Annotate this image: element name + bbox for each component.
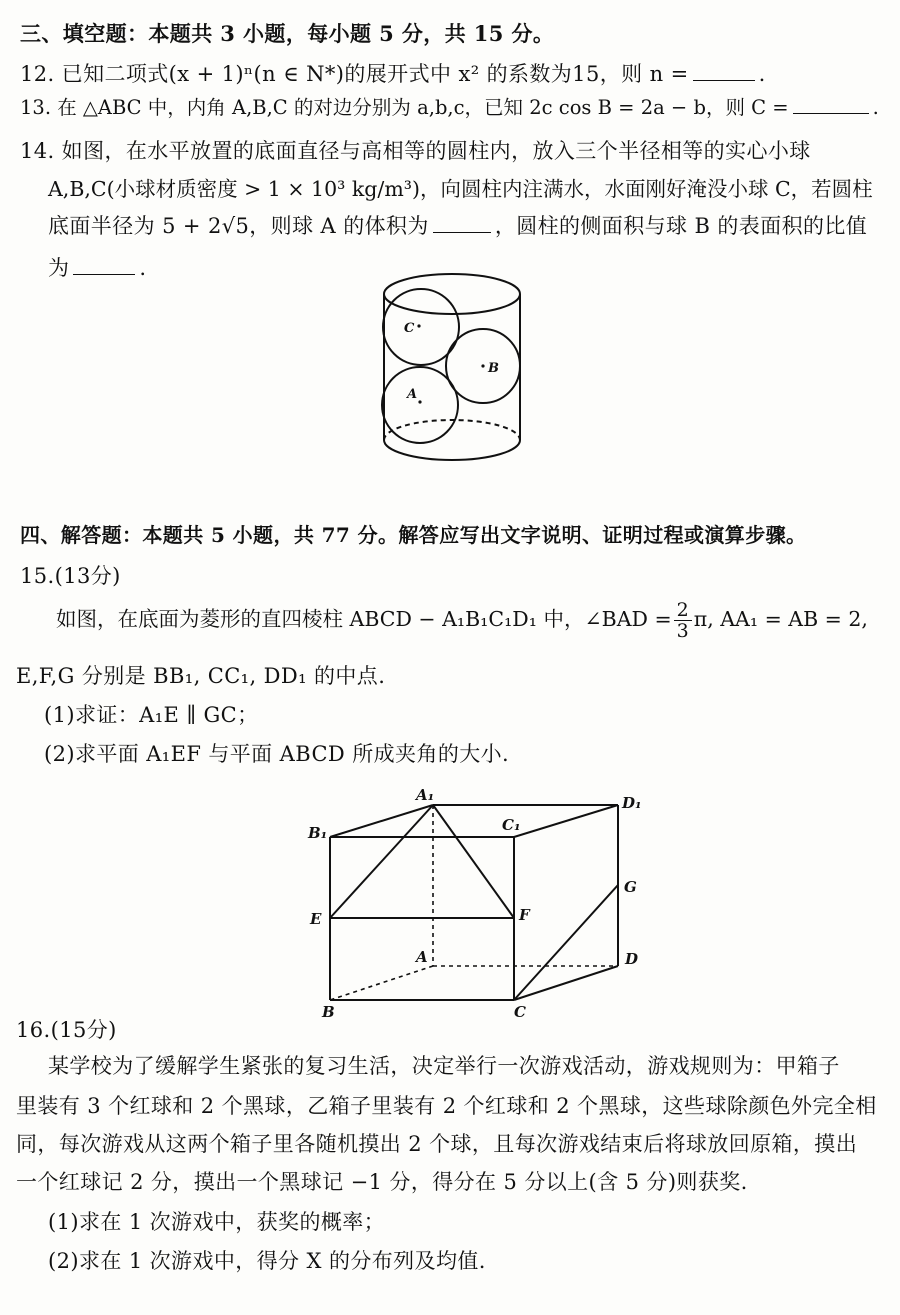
fraction-two-thirds [674,600,692,641]
question-16-number: 16.(15分) [16,1018,117,1042]
question-14-line-1: 14. 如图，在水平放置的底面直径与高相等的圆柱内，放入三个半径相等的实心小球 [20,139,811,163]
fraction-denominator: 3 [676,620,689,642]
answer-blank [693,79,755,81]
label-c: C [404,321,415,336]
cylinder-figure [370,265,540,480]
question-15-line-1a: 如图，在底面为菱形的直四棱柱 ABCD − A₁B₁C₁D₁ 中，∠BAD = [56,607,672,631]
question-14-line-3b: ，圆柱的侧面积与球 B 的表面积的比值 [494,214,868,238]
ball-a [382,367,458,443]
label-f: F [519,906,530,924]
question-16-line-3: 同，每次游戏从这两个箱子里各随机摸出 2 个球，且每次游戏结束后将球放回原箱，摸出 [16,1132,858,1156]
question-15-part-1: (1)求证：A₁E ∥ GC； [44,703,259,727]
answer-blank [73,273,135,275]
question-12-text: 12. 已知二项式(x + 1)ⁿ(n ∈ N*)的展开式中 x² 的系数为15，则 n = [20,62,689,86]
fraction-numerator: 2 [674,600,692,621]
question-14-line-4-text: 为 [48,256,70,280]
question-16-line-4: 一个红球记 2 分，摸出一个黑球记 −1 分，得分在 5 分以上(含 5 分)则获奖. [16,1170,748,1194]
label-b: B [488,361,499,376]
label-c1: C₁ [502,816,521,834]
question-14-line-3 [48,210,867,240]
question-15-number: 15.(13分) [20,564,121,588]
question-14-line-3a: 底面半径为 5 + 2√5，则球 A 的体积为 [48,214,429,238]
question-16-line-2: 里装有 3 个红球和 2 个黑球，乙箱子里装有 2 个红球和 2 个黑球，这些球除颜色外完全相 [16,1094,877,1118]
question-13: 13. 在 △ABC 中，内角 A,B,C 的对边分别为 a,b,c，已知 2c cos B = 2a − b，则 C = . [20,96,879,119]
section-heading-fill-blank: 三、填空题：本题共 3 小题，每小题 5 分，共 15 分。 [20,21,555,46]
prism-figure [300,780,660,1020]
question-13-text: 13. 在 △ABC 中，内角 A,B,C 的对边分别为 a,b,c，已知 2c cos B = 2a − b，则 C = [20,96,789,119]
question-16-part-2: (2)求在 1 次游戏中，得分 X 的分布列及均值. [48,1249,486,1273]
question-15-part-2: (2)求平面 A₁EF 与平面 ABCD 所成夹角的大小. [44,742,510,766]
question-12: 12. 已知二项式(x + 1)ⁿ(n ∈ N*)的展开式中 x² 的系数为15，则 n = . [20,62,766,86]
question-14-line-2: A,B,C(小球材质密度 > 1 × 10³ kg/m³)，向圆柱内注满水，水面刚好淹没小球 C，若圆柱 [48,177,873,201]
answer-blank [793,112,869,114]
label-b: B [322,1003,335,1020]
question-15-line-1 [56,600,868,641]
question-16-line-1: 某学校为了缓解学生紧张的复习生活，决定举行一次游戏活动，游戏规则为：甲箱子 [48,1054,840,1078]
label-e: E [310,910,322,928]
question-15-line-2: E,F,G 分别是 BB₁, CC₁, DD₁ 的中点. [16,664,386,688]
label-a: A [416,948,428,966]
label-d: D [625,950,639,968]
question-14-line-4: 为 . [48,256,147,280]
question-16-part-1: (1)求在 1 次游戏中，获奖的概率； [48,1210,386,1234]
label-c: C [514,1003,526,1020]
label-g: G [624,878,637,896]
question-15-line-1b: π, AA₁ = AB = 2, [693,607,868,631]
section-heading-solutions: 四、解答题：本题共 5 小题，共 77 分。解答应写出文字说明、证明过程或演算步骤。 [20,523,807,547]
label-b1: B₁ [308,824,328,842]
answer-blank [433,231,491,233]
label-a1: A₁ [416,786,435,804]
label-d1: D₁ [622,794,642,812]
label-a: A [407,387,418,402]
